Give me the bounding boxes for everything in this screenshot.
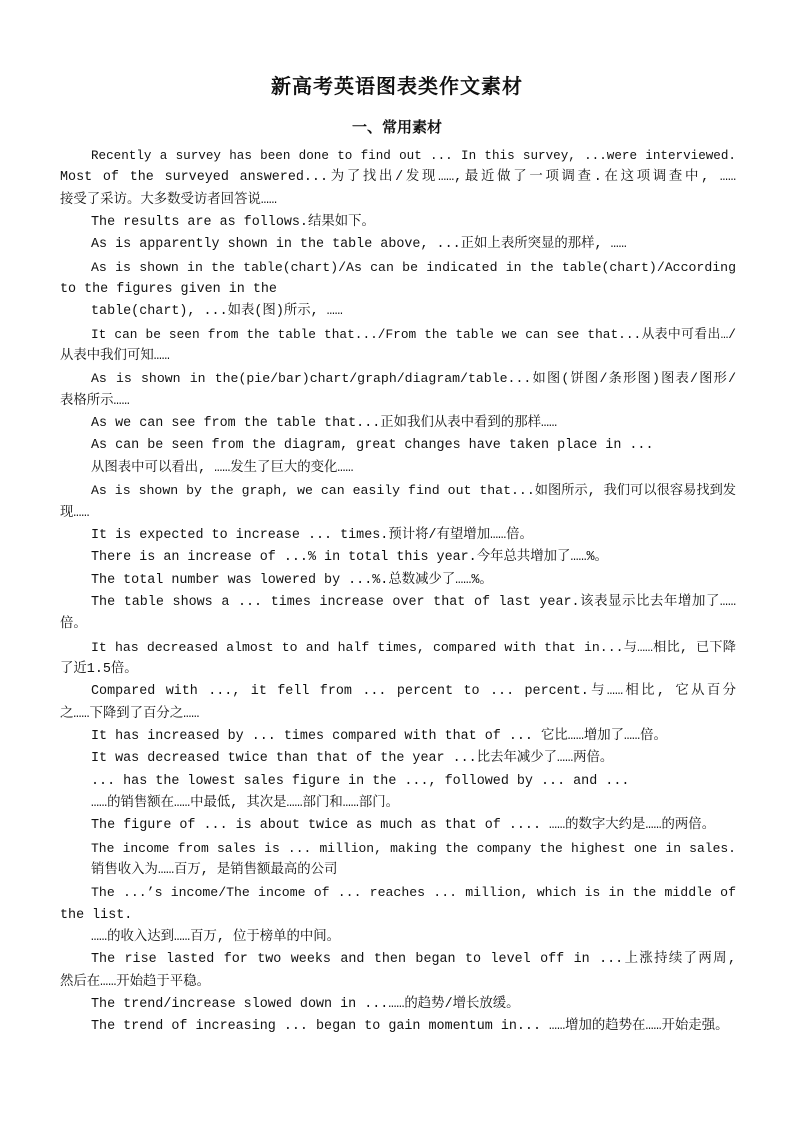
body-line: Compared with ..., it fell from ... percent to ... percent.与……相比, 它从百分 [91,684,736,700]
body-line: ……的销售额在……中最低, 其次是……部门和……部门。 [91,795,399,811]
body-line: It has increased by ... times compared with that of ... 它比……增加了……倍。 [91,728,667,744]
body-line: Most of the surveyed answered...为了找出/发现……,最近做了一项调查.在这项调查中, …… [60,170,736,186]
body-line: 然后在……开始趋于平稳。 [60,974,210,990]
document-body [60,145,736,1039]
body-line: Recently a survey has been done to find out ... In this survey, ...were interviewed. [91,149,736,163]
body-line: 接受了采访。大多数受访者回答说…… [60,192,277,208]
body-line: As can be seen from the diagram, great changes have taken place in ... [91,438,654,454]
body-line: It can be seen from the table that.../From the table we can see that...从表中可看出…/ [91,326,736,342]
body-line: The income from sales is ... million, making the company the highest one in sales. [91,840,736,856]
body-line: It has decreased almost to and half times, compared with that in...与……相比, 已下降 [91,639,736,655]
body-line: 表格所示…… [60,393,130,409]
body-line: 之……下降到了百分之…… [60,706,200,722]
body-line: There is an increase of ...% in total this year.今年总共增加了……%。 [91,550,608,566]
body-line: 从图表中可以看出, ……发生了巨大的变化…… [91,460,354,476]
body-line: The trend/increase slowed down in ...……的趋势/增长放缓。 [91,997,520,1013]
body-line: 了近1.5倍。 [60,661,138,677]
body-line: ... has the lowest sales figure in the ..., followed by ... and ... [91,773,630,789]
body-line: table(chart), ...如表(图)所示, …… [91,304,343,320]
body-line: As is apparently shown in the table above, ...正如上表所突显的那样, …… [91,237,627,253]
body-line: the list. [60,907,133,923]
body-line: The ...’s income/The income of ... reaches ... million, which is in the middle of [91,885,736,901]
body-line: As is shown in the(pie/bar)chart/graph/diagram/table...如图(饼图/条形图)图表/图形/ [91,371,736,387]
body-line: 销售收入为……百万, 是销售额最高的公司 [91,863,338,878]
body-line: The table shows a ... times increase over that of last year.该表显示比去年增加了…… [91,594,736,610]
body-line: to the figures given in the [60,282,277,298]
body-line: It is expected to increase ... times.预计将/有望增加……倍。 [91,527,533,543]
body-line: The results are as follows.结果如下。 [91,215,375,231]
body-line: 从表中我们可知…… [60,349,170,365]
body-line: The total number was lowered by ...%.总数减少了……%。 [91,572,493,588]
page-title: 新高考英语图表类作文素材 [271,74,523,98]
body-line: The rise lasted for two weeks and then began to level off in ...上涨持续了两周, [91,952,736,968]
body-line: The figure of ... is about twice as much as that of .... ……的数字大约是……的两倍。 [91,818,716,834]
body-line: As is shown by the graph, we can easily find out that...如图所示, 我们可以很容易找到发 [91,483,736,499]
body-line: 倍。 [60,617,87,633]
body-line: 现…… [60,505,90,521]
section-heading: 一、常用素材 [351,118,442,136]
body-line: As is shown in the table(chart)/As can be indicated in the table(chart)/According [91,259,736,275]
body-line: The trend of increasing ... began to gain momentum in... ……增加的趋势在……开始走强。 [91,1019,729,1035]
body-line: As we can see from the table that...正如我们从表中看到的那样…… [91,416,558,432]
body-line: It was decreased twice than that of the year ...比去年减少了……两倍。 [91,751,614,767]
body-line: ……的收入达到……百万, 位于榜单的中间。 [91,930,341,946]
